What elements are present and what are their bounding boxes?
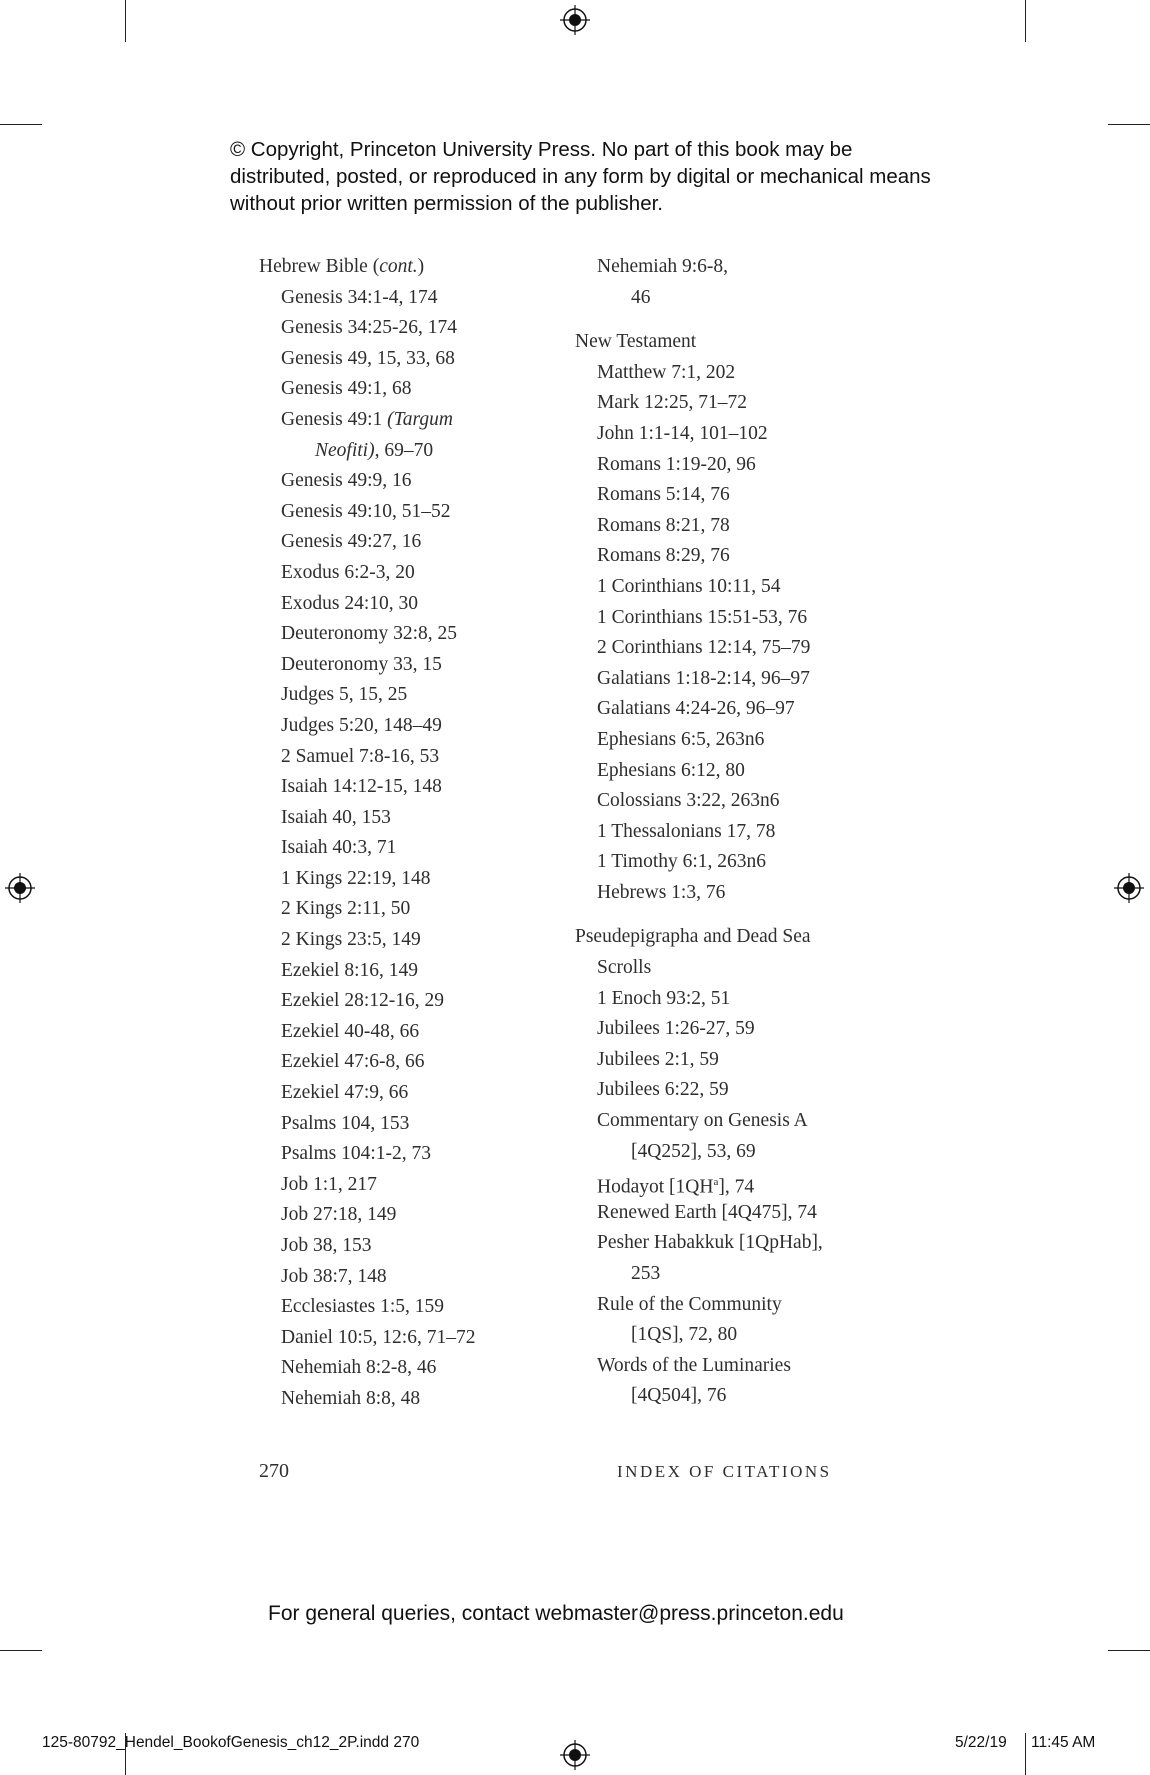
index-entry: Ephesians 6:5, 263n6 [597, 728, 765, 750]
index-entry: Nehemiah 8:2-8, 46 [281, 1357, 437, 1379]
index-entry: Ezekiel 47:9, 66 [281, 1082, 409, 1104]
index-column-right [575, 252, 875, 1412]
index-entry: Romans 8:29, 76 [597, 545, 730, 567]
index-entry: Genesis 49:27, 16 [281, 531, 422, 553]
index-heading: Hebrew Bible (cont.) [259, 256, 425, 277]
slug-filename: 125-80792_Hendel_BookofGenesis_ch12_2P.indd 270 [42, 1734, 420, 1751]
index-entry: [4Q504], 76 [631, 1385, 727, 1407]
crop-mark-right-lower [1108, 1650, 1150, 1651]
index-entry: 2 Corinthians 12:14, 75–79 [597, 637, 811, 659]
registration-mark-icon [1114, 873, 1144, 903]
index-entry: 1 Enoch 93:2, 51 [597, 987, 731, 1009]
index-entry: Mark 12:25, 71–72 [597, 392, 748, 414]
index-entry: Romans 8:21, 78 [597, 514, 730, 536]
index-entry: 253 [631, 1263, 661, 1284]
index-entry: 2 Kings 2:11, 50 [281, 898, 411, 920]
index-entry: Psalms 104, 153 [281, 1112, 410, 1134]
index-entry: Isaiah 14:12-15, 148 [281, 776, 442, 798]
index-entry: Jubilees 1:26-27, 59 [597, 1018, 755, 1040]
crop-mark-left-upper [0, 124, 42, 125]
crop-mark-top-right [1025, 0, 1026, 42]
registration-mark-icon [560, 5, 590, 35]
index-entry: Ezekiel 47:6-8, 66 [281, 1051, 425, 1073]
index-entry: Galatians 1:18-2:14, 96–97 [597, 667, 810, 689]
index-entry: Isaiah 40, 153 [281, 806, 391, 828]
index-entry: Job 1:1, 217 [281, 1173, 377, 1195]
index-entry: Nehemiah 8:8, 48 [281, 1387, 421, 1409]
index-entry: Jubilees 2:1, 59 [597, 1048, 719, 1070]
index-entry: 1 Kings 22:19, 148 [281, 867, 431, 889]
index-entry: 1 Timothy 6:1, 263n6 [597, 851, 767, 873]
index-entry: [4Q252], 53, 69 [631, 1140, 756, 1162]
index-entry: Psalms 104:1-2, 73 [281, 1143, 432, 1165]
index-entry: John 1:1-14, 101–102 [597, 422, 768, 444]
index-entry: Deuteronomy 32:8, 25 [281, 623, 458, 645]
index-entry: Nehemiah 9:6-8, [597, 256, 729, 277]
index-entry: Daniel 10:5, 12:6, 71–72 [281, 1326, 476, 1348]
index-entry: Commentary on Genesis A [597, 1110, 808, 1132]
index-entry: Colossians 3:22, 263n6 [597, 790, 780, 812]
index-entry: Scrolls [597, 957, 652, 979]
index-entry: Ecclesiastes 1:5, 159 [281, 1296, 444, 1318]
index-entry: Matthew 7:1, 202 [597, 361, 736, 383]
index-entry: 2 Kings 23:5, 149 [281, 929, 421, 951]
index-entry: Genesis 49, 15, 33, 68 [281, 347, 455, 369]
index-entry: Romans 5:14, 76 [597, 484, 730, 506]
index-column-left [259, 252, 559, 1415]
index-entry: Pesher Habakkuk [1QpHab], [597, 1232, 823, 1254]
index-heading: New Testament [575, 331, 697, 353]
index-entry: Job 27:18, 149 [281, 1204, 397, 1226]
index-entry: Ezekiel 28:12-16, 29 [281, 990, 444, 1012]
index-entry: Genesis 49:10, 51–52 [281, 500, 451, 522]
crop-mark-top-left [125, 0, 126, 42]
slug-divider [1025, 1733, 1026, 1775]
slug-date: 5/22/19 [955, 1734, 1007, 1751]
slug-time: 11:45 AM [1031, 1734, 1096, 1751]
index-entry: Hodayot $[1QH^a]$, 74 [597, 1176, 755, 1198]
footer-contact: For general queries, contact webmaster@press.princeton.edu [268, 1602, 844, 1625]
index-entry: 46 [631, 286, 651, 308]
crop-mark-left-lower [0, 1650, 42, 1651]
index-entry: Renewed Earth [4Q475], 74 [597, 1201, 817, 1223]
index-entry: Romans 1:19-20, 96 [597, 453, 756, 475]
copyright-notice: © Copyright, Princeton University Press. No part of this book may be distributed, posted, or reproduced in any form by digital or mechanical means without prior written permission of the publisher. [230, 138, 931, 215]
index-entry: Ezekiel 40-48, 66 [281, 1020, 420, 1042]
index-entry: Galatians 4:24-26, 96–97 [597, 698, 795, 720]
registration-mark-icon [5, 873, 35, 903]
index-entry: 1 Corinthians 15:51-53, 76 [597, 606, 808, 628]
page-number: 270 [259, 1460, 289, 1482]
index-entry: Isaiah 40:3, 71 [281, 837, 397, 859]
index-entry: Job 38, 153 [281, 1235, 372, 1256]
index-entry: Neofiti), 69–70 [315, 439, 434, 461]
index-entry: Judges 5:20, 148–49 [281, 714, 442, 736]
index-entry: Jubilees 6:22, 59 [597, 1079, 729, 1101]
registration-mark-icon [560, 1740, 590, 1770]
index-entry: Judges 5, 15, 25 [281, 684, 408, 706]
index-entry: 1 Corinthians 10:11, 54 [597, 575, 781, 597]
index-entry: Rule of the Community [597, 1293, 782, 1315]
index-entry: [1QS], 72, 80 [631, 1324, 738, 1346]
index-entry: Job 38:7, 148 [281, 1265, 387, 1287]
index-entry: Exodus 24:10, 30 [281, 592, 419, 614]
index-entry: Genesis 49:9, 16 [281, 470, 412, 492]
index-entry: Genesis 49:1 (Targum [281, 408, 453, 430]
index-entry: Hebrews 1:3, 76 [597, 881, 726, 903]
index-entry: Ephesians 6:12, 80 [597, 759, 745, 781]
index-entry: Genesis 49:1, 68 [281, 378, 412, 400]
index-heading: Pseudepigrapha and Dead Sea [575, 926, 811, 948]
index-entry: Ezekiel 8:16, 149 [281, 959, 419, 981]
index-entry: 2 Samuel 7:8-16, 53 [281, 745, 440, 767]
index-entry: Deuteronomy 33, 15 [281, 653, 442, 675]
index-entry: 1 Thessalonians 17, 78 [597, 820, 776, 842]
crop-mark-right-upper [1108, 124, 1150, 125]
index-entry: Exodus 6:2-3, 20 [281, 561, 415, 583]
index-entry: Words of the Luminaries [597, 1354, 791, 1376]
running-head: INDEX OF CITATIONS [617, 1462, 832, 1481]
index-entry: Genesis 34:1-4, 174 [281, 286, 438, 308]
index-entry: Genesis 34:25-26, 174 [281, 317, 458, 339]
